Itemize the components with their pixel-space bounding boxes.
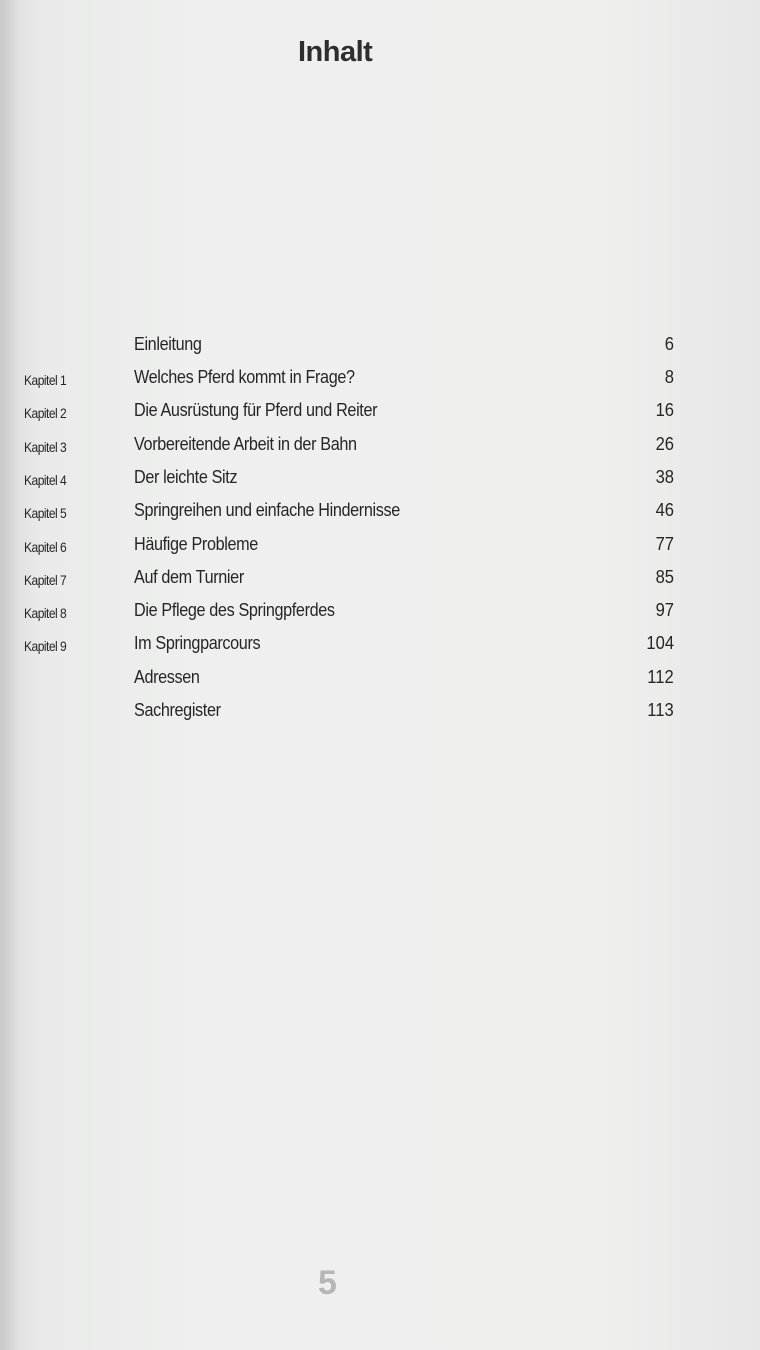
toc-page-number: 46	[655, 500, 674, 520]
toc-page-number: 85	[655, 567, 674, 587]
toc-page-number: 112	[647, 667, 674, 687]
toc-entry-title: Die Ausrüstung für Pferd und Reiter	[134, 400, 378, 420]
toc-entry-title: Im Springparcours	[134, 633, 261, 653]
toc-row	[0, 629, 760, 659]
toc-page-number: 16	[655, 400, 674, 420]
toc-chapter: Kapitel 5	[24, 505, 67, 521]
toc-chapter: Kapitel 3	[24, 439, 67, 455]
toc-row	[0, 330, 760, 360]
toc-row	[0, 463, 760, 493]
toc-chapter: Kapitel 6	[24, 539, 67, 555]
toc-entry-title: Die Pflege des Springpferdes	[134, 600, 335, 620]
toc-row	[0, 363, 760, 393]
toc-entry-title: Springreihen und einfache Hindernisse	[134, 500, 400, 520]
toc-chapter: Kapitel 9	[24, 638, 67, 654]
page-number: 5	[318, 1264, 337, 1302]
toc-chapter: Kapitel 8	[24, 605, 67, 621]
toc-row	[0, 396, 760, 426]
toc-page-number: 26	[655, 434, 674, 454]
toc-page-number: 38	[655, 467, 674, 487]
toc-page-number: 97	[655, 600, 674, 620]
toc-page-number: 8	[664, 367, 674, 387]
toc-page-number: 77	[655, 534, 674, 554]
toc-entry-title: Vorbereitende Arbeit in der Bahn	[134, 434, 357, 454]
toc-chapter: Kapitel 4	[24, 472, 67, 488]
toc-page-number: 6	[664, 334, 674, 354]
toc-entry-title: Häufige Probleme	[134, 534, 258, 554]
toc-page-number: 104	[646, 633, 674, 653]
page-title: Inhalt	[298, 36, 373, 68]
toc-page-number: 113	[647, 700, 674, 720]
toc-row	[0, 496, 760, 526]
toc-entry-title: Welches Pferd kommt in Frage?	[134, 367, 355, 387]
toc-entry-title: Auf dem Turnier	[134, 567, 244, 587]
toc-row	[0, 430, 760, 460]
toc-chapter: Kapitel 1	[24, 372, 67, 388]
toc-entry-title: Adressen	[134, 667, 200, 687]
toc-entry-title: Der leichte Sitz	[134, 467, 238, 487]
toc-row	[0, 530, 760, 560]
toc-chapter: Kapitel 2	[24, 405, 67, 421]
toc-row	[0, 563, 760, 593]
toc-row	[0, 696, 760, 726]
toc-row	[0, 596, 760, 626]
toc-entry-title: Einleitung	[134, 334, 202, 354]
toc-row	[0, 663, 760, 693]
toc-entry-title: Sachregister	[134, 700, 221, 720]
toc-chapter: Kapitel 7	[24, 572, 67, 588]
